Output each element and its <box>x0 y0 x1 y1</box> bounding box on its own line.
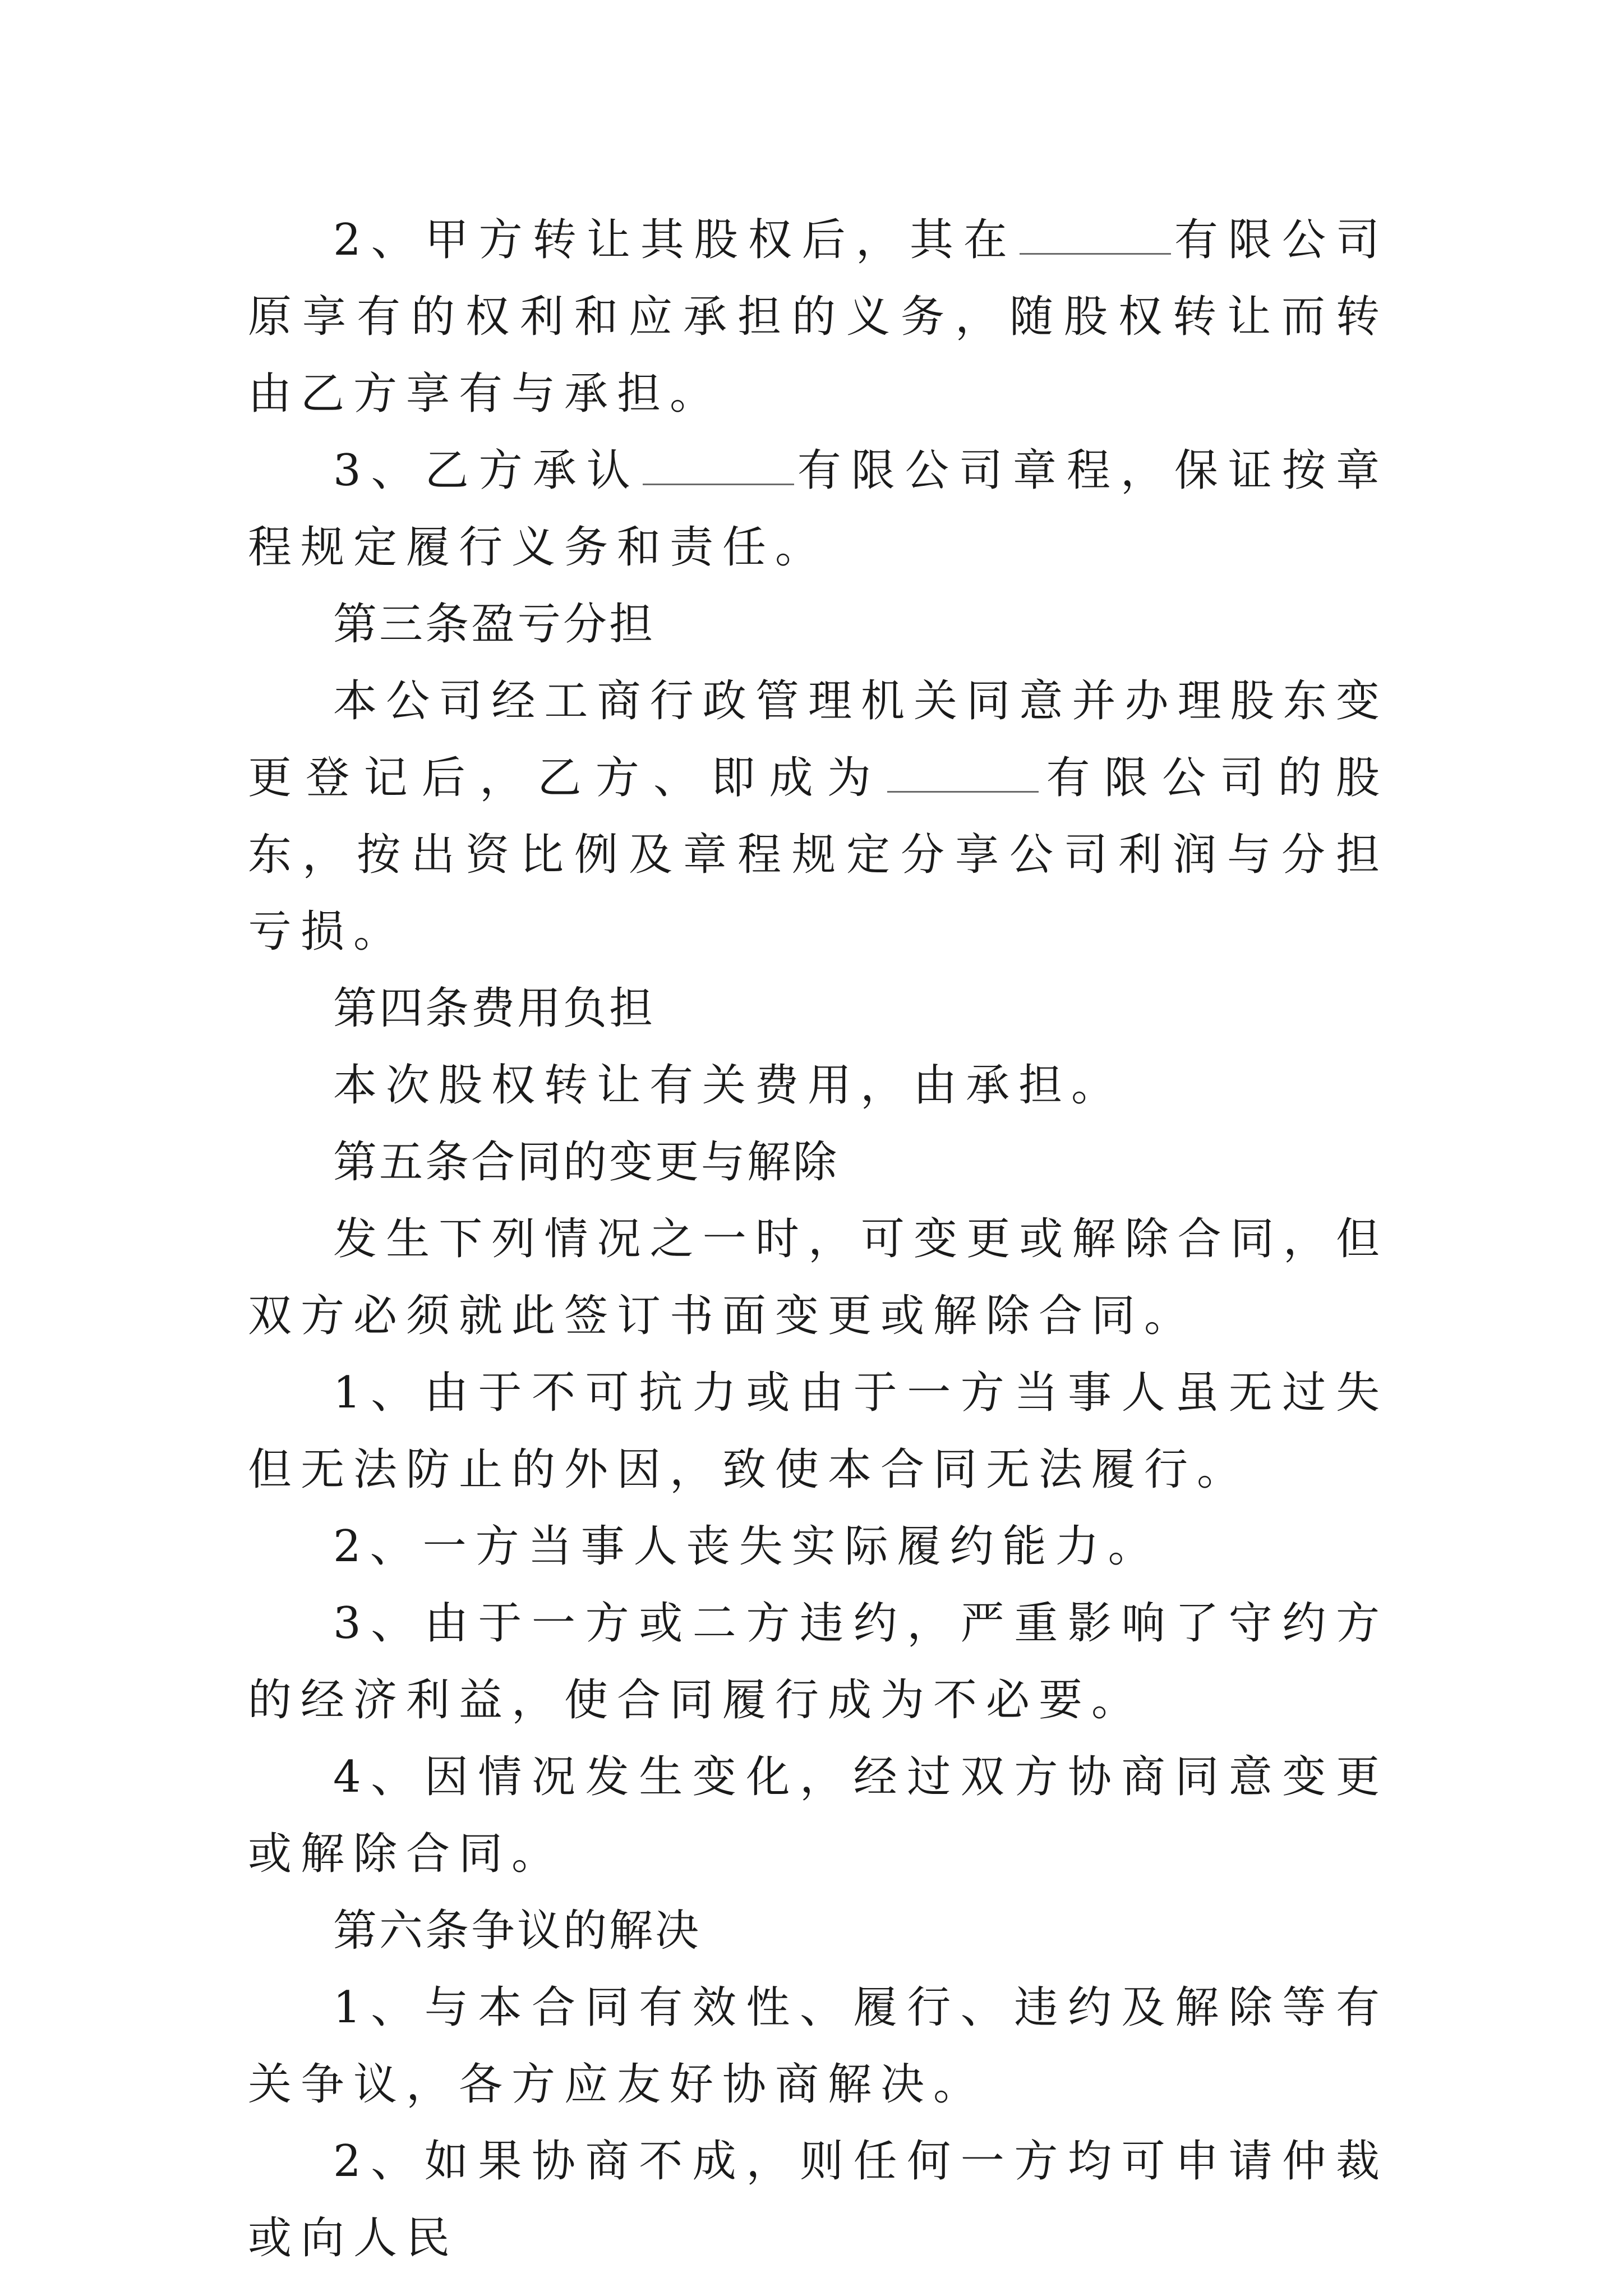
clause-paragraph: 2、如果协商不成，则任何一方均可申请仲裁或向人民 <box>248 2136 1389 2263</box>
fill-in-blank <box>1020 218 1171 255</box>
article-heading: 第四条费用负担 <box>333 983 656 1034</box>
article-heading: 第五条合同的变更与解除 <box>333 1137 840 1188</box>
clause-paragraph: 3、由于一方或二方违约，严重影响了守约方的经济利益，使合同履行成为不必要。 <box>248 1598 1389 1726</box>
clause-paragraph: 本次股权转让有关费用，由承担。 <box>333 1060 1124 1111</box>
contract-body <box>248 202 1389 2277</box>
clause-paragraph: 1、由于不可抗力或由于一方当事人虽无过失但无法防止的外因，致使本合同无法履行。 <box>248 1368 1389 1495</box>
article-heading: 第六条争议的解决 <box>333 1906 702 1956</box>
article-heading: 第三条盈亏分担 <box>333 599 656 650</box>
clause-paragraph: 1、与本合同有效性、履行、违约及解除等有关争议，各方应友好协商解决。 <box>248 1982 1389 2110</box>
clause-paragraph: 2、甲方转让其股权后，其在 有限公司原享有的权利和应承担的义务，随股权转让而转由乙方享有与承担。 <box>248 215 1389 419</box>
clause-paragraph: 本公司经工商行政管理机关同意并办理股东变更登记后，乙方、即成为 有限公司的股东，按出资比例及章程规定分享公司利润与分担亏损。 <box>248 676 1389 957</box>
clause-paragraph: 发生下列情况之一时，可变更或解除合同，但双方必须就此签订书面变更或解除合同。 <box>248 1214 1389 1341</box>
fill-in-blank <box>887 756 1039 793</box>
clause-paragraph: 4、因情况发生变化，经过双方协商同意变更或解除合同。 <box>248 1752 1389 1879</box>
fill-in-blank <box>643 449 794 485</box>
clause-paragraph: 3、乙方承认 有限公司章程，保证按章程规定履行义务和责任。 <box>248 445 1389 573</box>
clause-paragraph: 2、一方当事人丧失实际履约能力。 <box>333 1521 1161 1572</box>
